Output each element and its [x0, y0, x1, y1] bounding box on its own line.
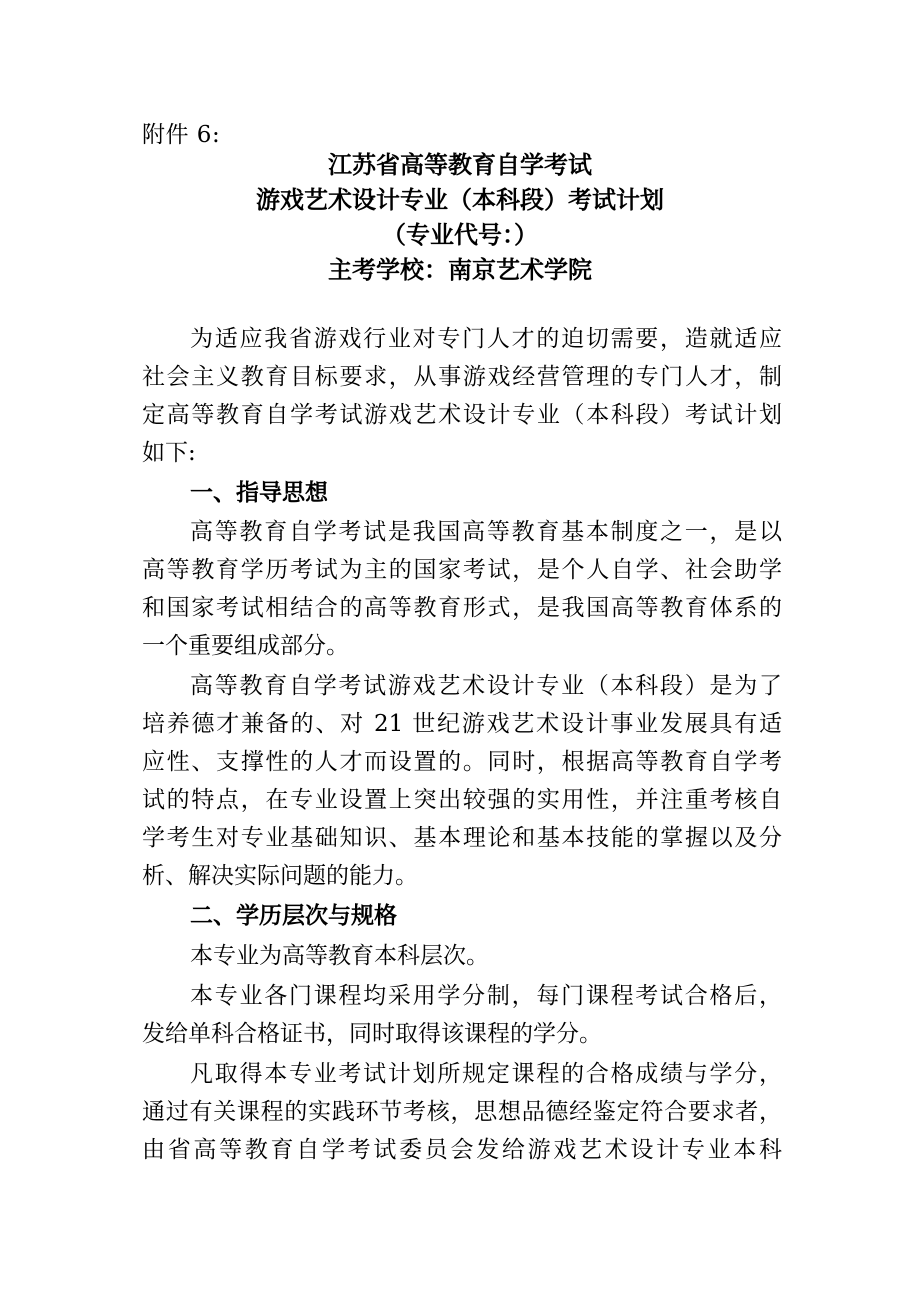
- attachment-label: 附件 6:: [142, 122, 221, 148]
- paragraph-line: 高等教育自学考试是我国高等教育基本制度之一，是以: [190, 519, 782, 545]
- paragraph-line: 通过有关课程的实践环节考核，思想品德经鉴定符合要求者，: [142, 1099, 782, 1125]
- paragraph-line: 发给单科合格证书，同时取得该课程的学分。: [142, 1021, 602, 1047]
- paragraph-line: 应性、支撑性的人才而设置的。同时，根据高等教育自学考: [142, 749, 782, 775]
- paragraph-line: 由省高等教育自学考试委员会发给游戏艺术设计专业本科: [142, 1137, 782, 1163]
- section-heading-level-spec: 二、学历层次与规格: [190, 903, 397, 929]
- paragraph-line: 学考生对专业基础知识、基本理论和基本技能的掌握以及分: [142, 825, 782, 851]
- paragraph-line: 凡取得本专业考试计划所规定课程的合格成绩与学分，: [190, 1061, 782, 1087]
- paragraph-line: 试的特点，在专业设置上突出较强的实用性，并注重考核自: [142, 787, 782, 813]
- paragraph-line: 一个重要组成部分。: [142, 633, 349, 659]
- paragraph-line: 培养德才兼备的、对 21 世纪游戏艺术设计事业发展具有适: [142, 711, 782, 737]
- paragraph-line: 和国家考试相结合的高等教育形式，是我国高等教育体系的: [142, 595, 782, 621]
- title-line-3: （专业代号：）: [382, 221, 538, 249]
- title-line-2: 游戏艺术设计专业（本科段）考试计划: [256, 186, 664, 214]
- paragraph-line: 本专业各门课程均采用学分制，每门课程考试合格后，: [190, 983, 782, 1009]
- intro-line: 社会主义教育目标要求，从事游戏经营管理的专门人才，制: [142, 364, 782, 390]
- section-heading-guiding-ideas: 一、指导思想: [190, 480, 328, 506]
- intro-line: 为适应我省游戏行业对专门人才的迫切需要，造就适应: [190, 326, 782, 352]
- intro-line: 如下:: [142, 440, 196, 466]
- paragraph-line: 析、解决实际问题的能力。: [142, 863, 418, 889]
- paragraph-line: 高等教育自学考试游戏艺术设计专业（本科段）是为了: [190, 673, 782, 699]
- title-line-1: 江苏省高等教育自学考试: [328, 151, 592, 179]
- paragraph-line: 高等教育学历考试为主的国家考试，是个人自学、社会助学: [142, 557, 782, 583]
- paragraph-line: 本专业为高等教育本科层次。: [190, 943, 489, 969]
- title-line-4: 主考学校：南京艺术学院: [328, 256, 592, 284]
- intro-line: 定高等教育自学考试游戏艺术设计专业（本科段）考试计划: [142, 402, 782, 428]
